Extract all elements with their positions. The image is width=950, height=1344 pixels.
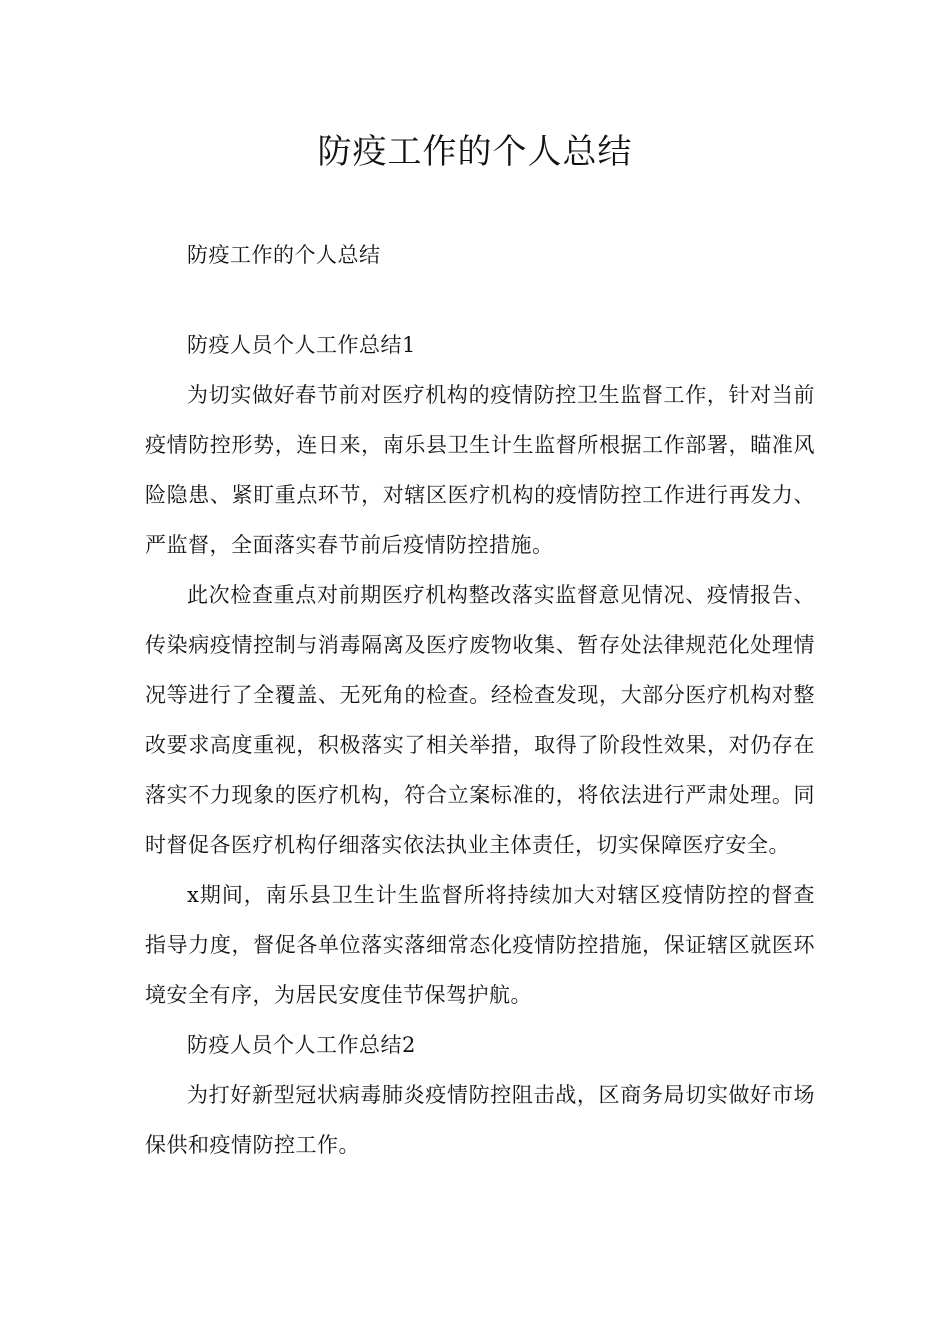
subtitle-paragraph: 防疫工作的个人总结 xyxy=(187,243,381,267)
body-paragraph: 此次检查重点对前期医疗机构整改落实监督意见情况、疫情报告、传染病疫情控制与消毒隔离及医疗废物收集、暂存处法律规范化处理情况等进行了全覆盖、无死角的检查。经检查发现，大部分医疗机构对整改要求高度重视，积极落实了相关举措，取得了阶段性效果，对仍存在落实不力现象的医疗机构，符合立案标准的，将依法进行严肃处理。同时督促各医疗机构仔细落实依法执业主体责任，切实保障医疗安全。 xyxy=(145,583,815,857)
document-title: 防疫工作的个人总结 xyxy=(317,132,633,172)
document-body xyxy=(145,230,815,1170)
body-paragraph: 为切实做好春节前对医疗机构的疫情防控卫生监督工作，针对当前疫情防控形势，连日来，南乐县卫生计生监督所根据工作部署，瞄准风险隐患、紧盯重点环节，对辖区医疗机构的疫情防控工作进行再发力、严监督，全面落实春节前后疫情防控措施。 xyxy=(145,383,815,557)
body-paragraph: 为打好新型冠状病毒肺炎疫情防控阻击战，区商务局切实做好市场保供和疫情防控工作。 xyxy=(145,1083,815,1157)
body-paragraph: x期间，南乐县卫生计生监督所将持续加大对辖区疫情防控的督查指导力度，督促各单位落实落细常态化疫情防控措施，保证辖区就医环境安全有序，为居民安度佳节保驾护航。 xyxy=(145,883,815,1007)
section-heading-2: 防疫人员个人工作总结2 xyxy=(187,1033,416,1057)
section-heading-1: 防疫人员个人工作总结1 xyxy=(187,333,416,357)
